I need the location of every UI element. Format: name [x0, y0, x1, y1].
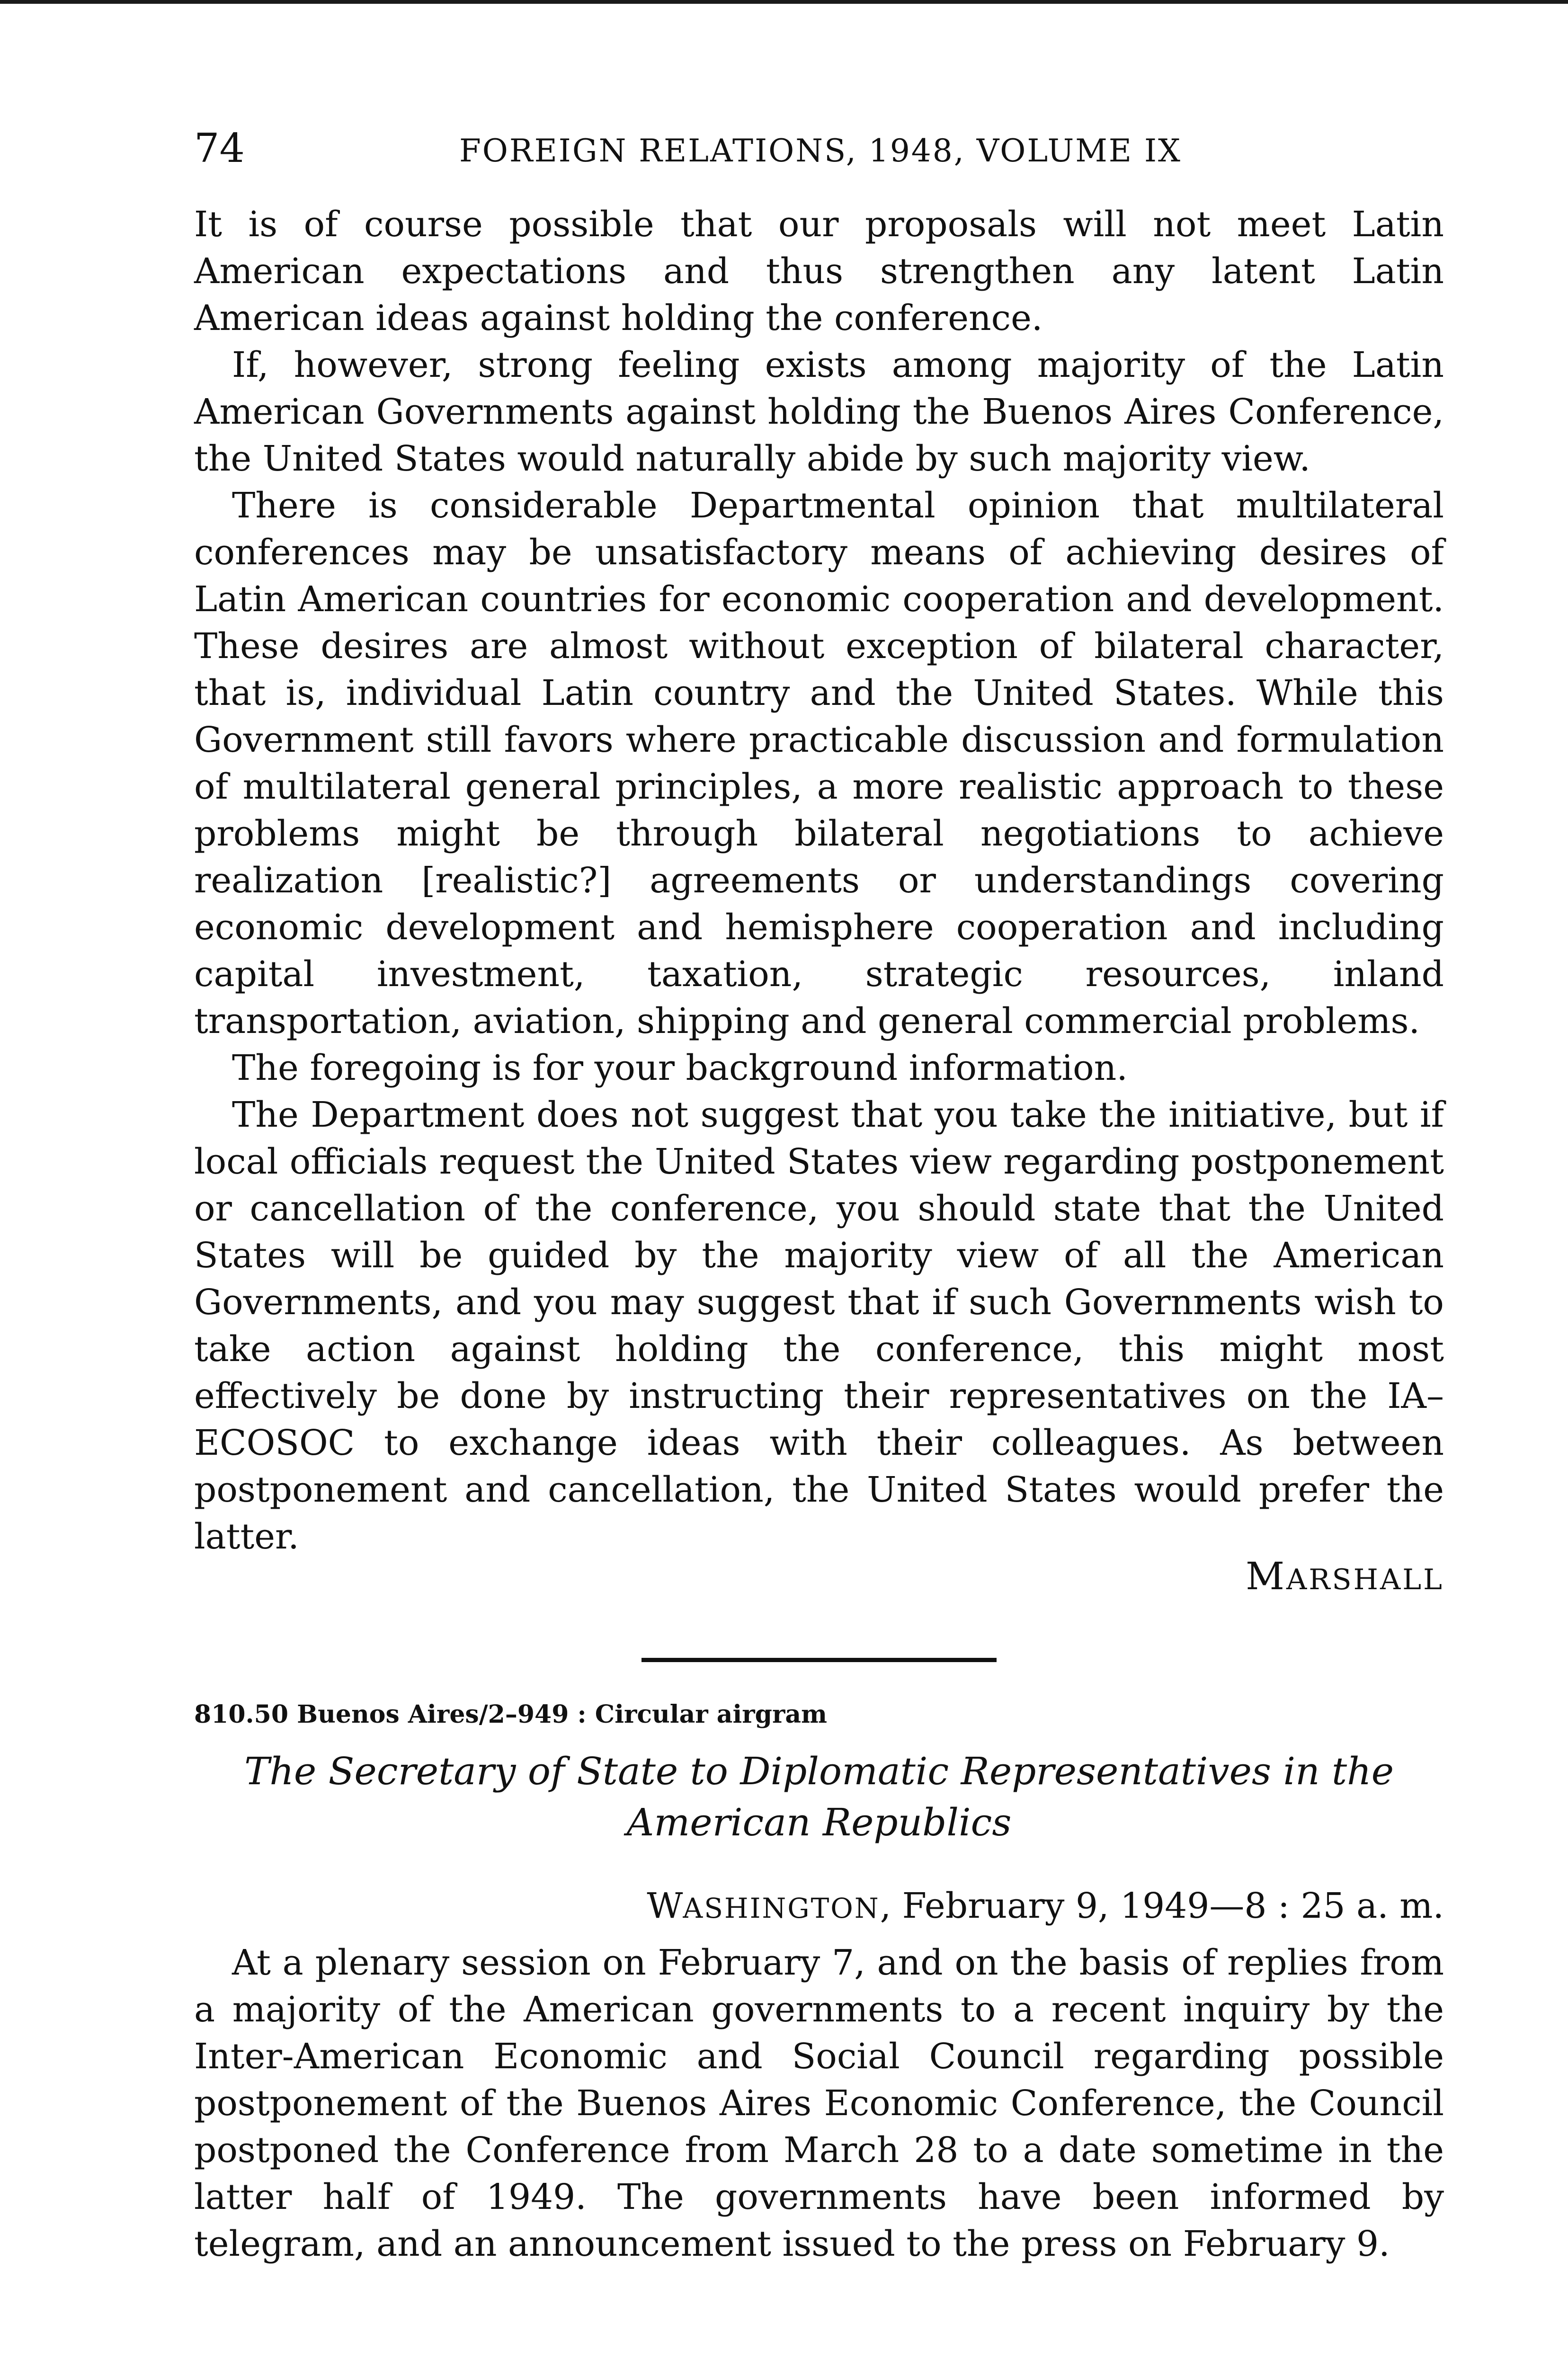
paragraph-3: There is considerable Departmental opinion that multilateral conferences may be unsatisfactory means of achieving desires of Latin American countries for economic cooperation and development. These desires are almost without exception of bilateral character, that is, individual Latin country and the United States. While this Government still favors where practicable discussion and formulation of multilateral general principles, a more realistic approach to these problems might be through bilateral negotiations to achieve realization [realistic?] agreements or understandings covering economic development and hemisphere cooperation and including capital investment, taxation, strategic resources, inland transportation, aviation, shipping and general commercial problems. — [194, 485, 1444, 1041]
dateline — [194, 1883, 1444, 1932]
dateline-place-initial: W — [647, 1886, 683, 1926]
airgram-paragraph: At a plenary session on February 7, and on the basis of replies from a majority of the American governments to a recent inquiry by the Inter-American Economic and Social Council regarding possible postponement of the Buenos Aires Economic Conference, the Council postponed the Conference from March 28 to a date sometime in the latter half of 1949. The governments have been informed by telegram, and an announcement issued to the press on February 9. — [194, 1942, 1444, 2264]
signature-rest: ARSHALL — [1286, 1563, 1444, 1596]
document-title: The Secretary of State to Diplomatic Representatives in the American Republics — [244, 1749, 1394, 1844]
paragraph-1: It is of course possible that our proposals will not meet Latin American expectations and thus strengthen any latent Latin American ideas against holding the conference. — [194, 204, 1444, 338]
dateline-date: , February 9, 1949—8 : 25 a. m. — [880, 1886, 1444, 1926]
airgram-body — [194, 1940, 1444, 2268]
paragraph-2: If, however, strong feeling exists among majority of the Latin American Governments against holding the Buenos Aires Conference, the United States would naturally abide by such majority view. — [194, 345, 1444, 479]
top-border-rule — [0, 0, 1568, 4]
file-reference: 810.50 Buenos Aires/2–949 : Circular airgram — [194, 1700, 828, 1729]
section-divider — [641, 1658, 997, 1662]
page-number: 74 — [194, 125, 245, 171]
paragraph-5: The Department does not suggest that you take the initiative, but if local officials request the United States view regarding postponement or cancellation of the conference, you should state that the United States will be guided by the majority view of all the American Governments, and you may suggest that if such Governments wish to take action against holding the conference, this might most effectively be done by instructing their representatives on the IA–ECOSOC to exchange ideas with their colleagues. As between postponement and cancellation, the United States would prefer the latter. — [194, 1095, 1444, 1557]
signature — [194, 1555, 1444, 1601]
running-head: FOREIGN RELATIONS, 1948, VOLUME IX — [459, 133, 1182, 169]
signature-initial: M — [1246, 1554, 1287, 1598]
dateline-place-rest: ASHINGTON — [683, 1892, 880, 1924]
letter-body — [194, 201, 1444, 1560]
paragraph-4: The foregoing is for your background information. — [232, 1048, 1128, 1088]
page-header — [194, 122, 1444, 174]
